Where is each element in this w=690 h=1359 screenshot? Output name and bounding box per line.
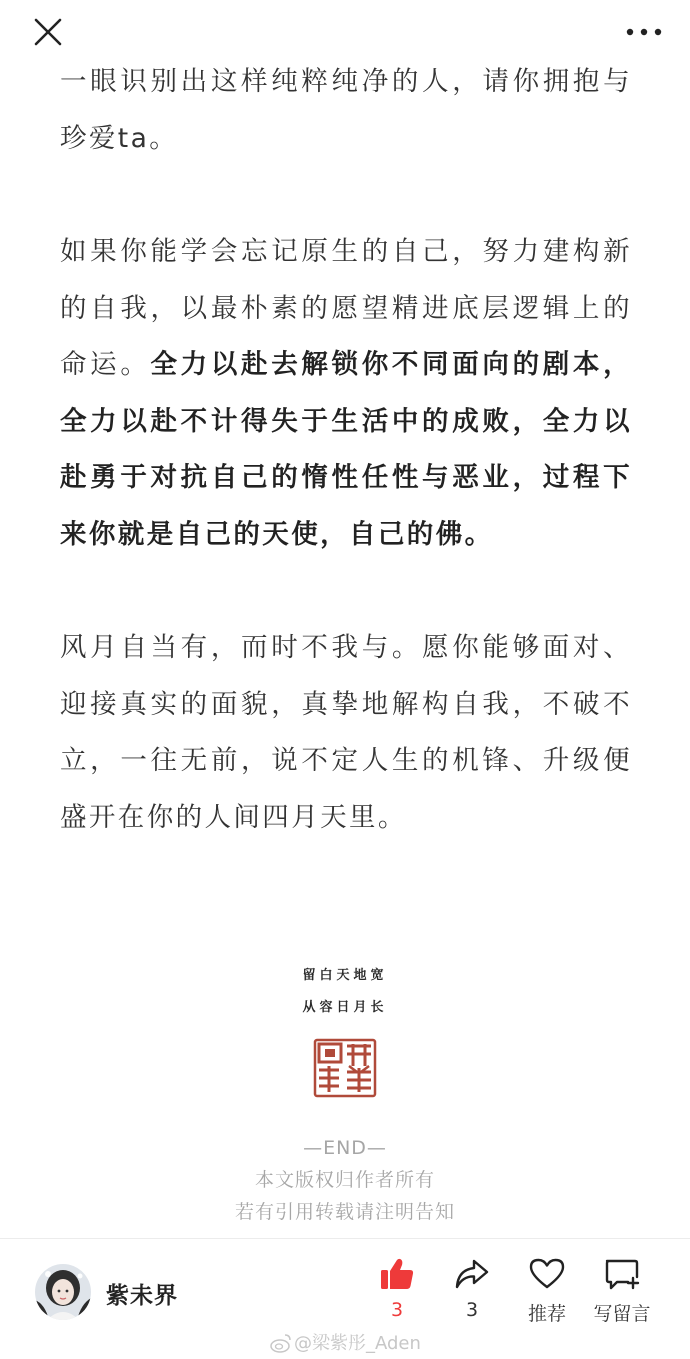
heart-icon — [529, 1257, 565, 1291]
seal-line-1: 留白天地宽 — [302, 968, 388, 983]
copyright-text: 本文版权归作者所有 — [254, 1169, 435, 1191]
article-paragraph-2 — [60, 224, 632, 563]
bottom-action-bar — [0, 1238, 690, 1359]
author-name[interactable]: 紫未界 — [106, 1283, 178, 1309]
share-count: 3 — [465, 1299, 479, 1321]
article-paragraph-1: 一眼识别出这样纯粹纯净的人，请你拥抱与珍爱ta。 — [60, 66, 632, 154]
close-icon — [30, 14, 66, 50]
share-button[interactable] — [432, 1257, 512, 1321]
thumbs-up-icon — [379, 1257, 415, 1291]
more-button[interactable] — [624, 14, 664, 50]
watermark-text: @梁紫彤_Aden — [294, 1333, 421, 1354]
end-block — [0, 1132, 690, 1228]
repost-notice: 若有引用转载请注明告知 — [234, 1201, 455, 1223]
recommend-button[interactable] — [507, 1257, 587, 1326]
top-bar — [0, 0, 690, 60]
write-comment-button[interactable] — [582, 1257, 662, 1326]
close-button[interactable] — [30, 14, 66, 50]
avatar-image-icon — [35, 1264, 91, 1320]
paragraph-2-bold-text: 全力以赴去解锁你不同面向的剧本，全力以赴不计得失于生活中的成败，全力以赴勇于对抗自己的惰性任性与恶业，过程下来你就是自己的天使，自己的佛。 — [60, 349, 632, 550]
end-marker: —END— — [303, 1137, 387, 1159]
more-dots-icon — [624, 14, 664, 50]
like-count: 3 — [390, 1299, 404, 1321]
seal-line-2: 从容日月长 — [302, 1000, 388, 1015]
seal-area — [0, 960, 690, 1098]
paragraph-2-text: 如果你能学会忘记原生的自己，努力建构新的自我，以最朴素的愿望精进底层逻辑上的命运。 — [60, 236, 632, 380]
share-arrow-icon — [454, 1257, 490, 1291]
recommend-label: 推荐 — [527, 1303, 566, 1325]
like-button[interactable] — [357, 1257, 437, 1321]
watermark — [270, 1329, 421, 1355]
article-body — [60, 54, 632, 846]
article-paragraph-3: 风月自当有，而时不我与。愿你能够面对、迎接真实的面貌，真挚地解构自我，不破不立，一往无前，说不定人生的机锋、升级便盛开在你的人间四月天里。 — [60, 632, 632, 833]
write-comment-label: 写留言 — [593, 1303, 651, 1325]
comment-add-icon — [604, 1257, 640, 1291]
author-avatar[interactable] — [35, 1264, 91, 1320]
weibo-icon — [270, 1333, 292, 1353]
seal-stamp-icon — [313, 1038, 377, 1098]
